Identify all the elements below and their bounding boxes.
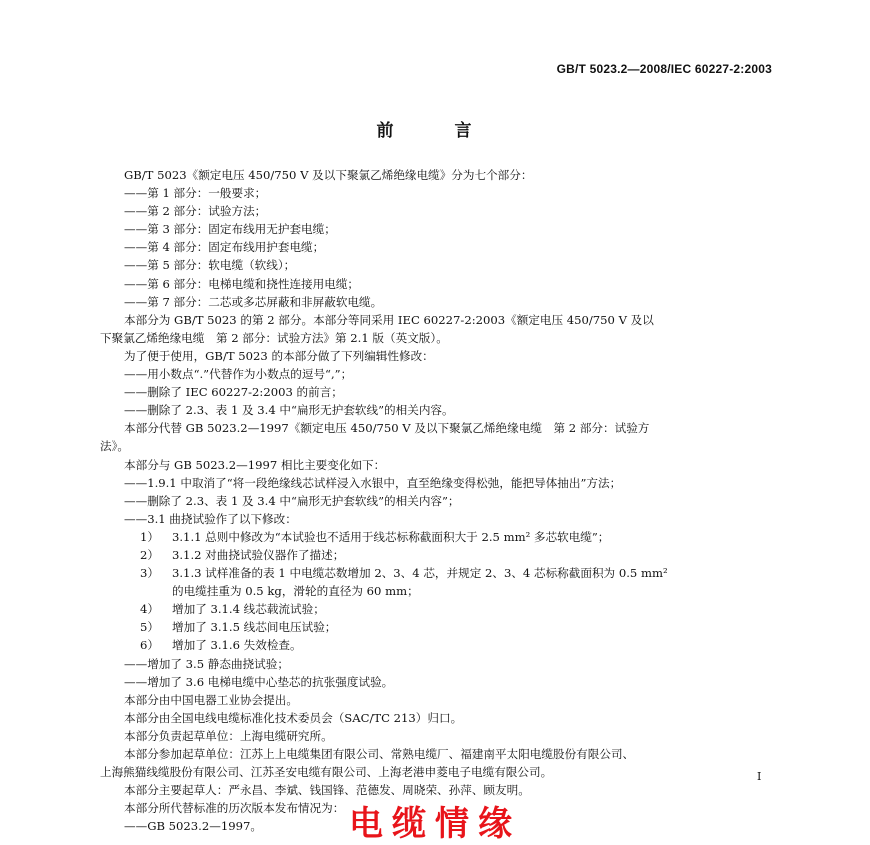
- text-line: [100, 401, 780, 419]
- text-line: [100, 618, 780, 636]
- line-text: 本部分代替 GB 5023.2—1997《额定电压 450/750 V 及以下聚氯乙烯绝缘电缆 第 2 部分：试验方: [124, 421, 650, 436]
- text-line: [100, 582, 780, 600]
- line-text: ——第 6 部分：电梯电缆和挠性连接用电缆；: [124, 276, 360, 291]
- text-line: [100, 275, 780, 293]
- line-text: ——3.1 曲挠试验作了以下修改：: [124, 511, 297, 526]
- line-text: ——1.9.1 中取消了“将一段绝缘线芯试样浸入水银中，直至绝缘变得松弛，能把导体抽出”方法；: [124, 475, 622, 490]
- text-line: [100, 528, 780, 546]
- text-line: [100, 437, 780, 455]
- text-line: [100, 329, 780, 347]
- line-text: ——第 3 部分：固定布线用无护套电缆；: [124, 222, 336, 237]
- list-number: 2）: [140, 547, 159, 562]
- line-text: ——用小数点“.”代替作为小数点的逗号“,”；: [124, 367, 353, 382]
- text-line: [100, 238, 780, 256]
- page-number: I: [757, 770, 762, 783]
- line-text: ——GB 5023.2—1997。: [124, 819, 262, 834]
- text-line: [100, 727, 780, 745]
- line-text: 的电缆挂重为 0.5 kg，滑轮的直径为 60 mm；: [172, 584, 419, 599]
- line-text: ——第 2 部分：试验方法；: [124, 204, 267, 219]
- text-line: [100, 383, 780, 401]
- line-text: ——删除了 IEC 60227-2:2003 的前言；: [124, 385, 343, 400]
- line-text: ——第 1 部分：一般要求；: [124, 186, 267, 201]
- list-number: 6）: [140, 638, 159, 653]
- line-text: 本部分与 GB 5023.2—1997 相比主要变化如下：: [124, 457, 386, 472]
- text-line: [100, 474, 780, 492]
- line-text: 3.1.2 对曲挠试验仪器作了描述；: [172, 547, 345, 562]
- line-text: 本部分主要起草人：严永昌、李斌、钱国锋、范德发、周晓荣、孙萍、顾友明。: [124, 783, 530, 798]
- standard-number-header: GB/T 5023.2—2008/IEC 60227-2:2003: [556, 62, 772, 76]
- text-line: [100, 256, 780, 274]
- line-text: 法》。: [100, 439, 129, 454]
- list-number: 5）: [140, 620, 159, 635]
- line-text: ——删除了 2.3、表 1 及 3.4 中“扁形无护套软线”的相关内容。: [124, 403, 454, 418]
- line-text: 本部分为 GB/T 5023 的第 2 部分。本部分等同采用 IEC 60227-2:2003《额定电压 450/750 V 及以: [124, 312, 654, 327]
- text-line: [100, 745, 780, 763]
- line-text: ——第 4 部分：固定布线用护套电缆；: [124, 240, 325, 255]
- text-line: [100, 220, 780, 238]
- line-text: 增加了 3.1.6 失效检查。: [172, 638, 302, 653]
- line-text: 3.1.3 试样准备的表 1 中电缆芯数增加 2、3、4 芯，并规定 2、3、4 芯标称截面积为 0.5 mm²: [172, 566, 668, 581]
- text-line: [100, 184, 780, 202]
- line-text: GB/T 5023《额定电压 450/750 V 及以下聚氯乙烯绝缘电缆》分为七个部分：: [124, 168, 533, 182]
- text-line: [100, 311, 780, 329]
- text-line: [100, 763, 780, 781]
- text-line: [100, 347, 780, 365]
- text-line: [100, 564, 780, 582]
- line-text: 本部分由全国电线电缆标准化技术委员会（SAC/TC 213）归口。: [124, 710, 463, 725]
- text-line: [100, 166, 780, 184]
- line-text: 3.1.1 总则中修改为“本试验也不适用于线芯标称截面积大于 2.5 mm² 多芯软电缆”；: [172, 529, 610, 544]
- line-text: 本部分参加起草单位：江苏上上电缆集团有限公司、常熟电缆厂、福建南平太阳电缆股份有限公司、: [124, 747, 635, 761]
- line-text: 下聚氯乙烯绝缘电缆 第 2 部分：试验方法》第 2.1 版（英文版）。: [100, 330, 448, 345]
- line-text: 为了便于使用，GB/T 5023 的本部分做了下列编辑性修改：: [124, 348, 434, 363]
- text-line: [100, 546, 780, 564]
- text-line: [100, 600, 780, 618]
- line-text: 增加了 3.1.5 线芯间电压试验；: [172, 620, 337, 635]
- line-text: ——第 7 部分：二芯或多芯屏蔽和非屏蔽软电缆。: [124, 294, 383, 309]
- text-line: [100, 365, 780, 383]
- text-line: [100, 293, 780, 311]
- page-title: 前 言: [376, 121, 494, 141]
- text-line: [100, 636, 780, 654]
- line-text: ——第 5 部分：软电缆（软线）；: [124, 258, 296, 273]
- line-text: 本部分负责起草单位：上海电缆研究所。: [124, 728, 333, 743]
- line-text: 上海熊猫线缆股份有限公司、江苏圣安电缆有限公司、上海老港申菱电子电缆有限公司。: [100, 765, 553, 780]
- text-line: [100, 709, 780, 727]
- text-line: [100, 691, 780, 709]
- line-text: ——增加了 3.6 电梯电缆中心垫芯的抗张强度试验。: [124, 674, 394, 689]
- text-line: [100, 492, 780, 510]
- line-text: ——增加了 3.5 静态曲挠试验；: [124, 656, 289, 671]
- list-number: 1）: [140, 529, 159, 544]
- line-text: 本部分由中国电器工业协会提出。: [124, 692, 298, 707]
- text-line: [100, 510, 780, 528]
- list-number: 3）: [140, 566, 159, 581]
- text-line: [100, 673, 780, 691]
- text-line: [100, 456, 780, 474]
- text-line: [100, 655, 780, 673]
- list-number: 4）: [140, 602, 159, 617]
- line-text: 本部分所代替标准的历次版本发布情况为：: [124, 801, 345, 816]
- text-line: [100, 202, 780, 220]
- foreword-body: [100, 166, 780, 835]
- line-text: 增加了 3.1.4 线芯载流试验；: [172, 602, 325, 617]
- watermark-stamp: 电缆情缘: [349, 804, 521, 844]
- line-text: ——删除了 2.3、表 1 及 3.4 中“扁形无护套软线”的相关内容”；: [124, 493, 460, 508]
- text-line: [100, 419, 780, 437]
